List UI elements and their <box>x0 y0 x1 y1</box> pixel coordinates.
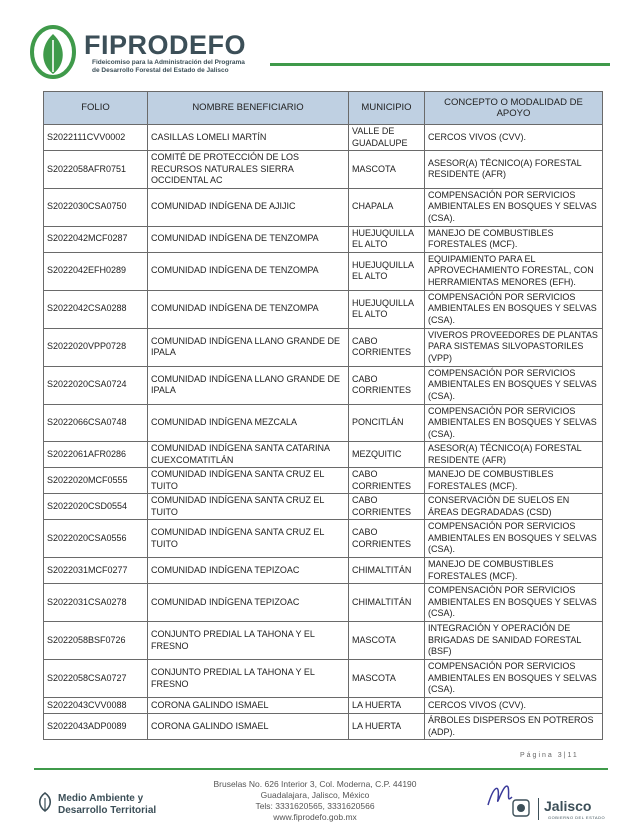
table-header-row <box>44 92 603 125</box>
cell-concepto: INTEGRACIÓN Y OPERACIÓN DE BRIGADAS DE SANIDAD FORESTAL (BSF) <box>425 622 603 660</box>
table-row <box>44 290 603 328</box>
table-row <box>44 151 603 189</box>
table-row <box>44 226 603 252</box>
table-row <box>44 520 603 558</box>
subtitle-line-2: de Desarrollo Forestal del Estado de Jalisco <box>92 67 229 74</box>
logo-separator <box>538 798 539 820</box>
cell-municipio: CABO CORRIENTES <box>349 494 425 520</box>
department-line-2: Desarrollo Territorial <box>58 805 157 816</box>
cell-municipio: PONCITLÁN <box>349 404 425 442</box>
table-row <box>44 558 603 584</box>
cell-municipio: LA HUERTA <box>349 698 425 714</box>
cell-municipio: CHAPALA <box>349 188 425 226</box>
cell-folio: S2022031MCF0277 <box>44 558 148 584</box>
cell-folio: S2022020CSA0724 <box>44 366 148 404</box>
cell-folio: S2022042EFH0289 <box>44 252 148 290</box>
cell-folio: S2022043ADP0089 <box>44 714 148 740</box>
cell-nombre: CORONA GALINDO ISMAEL <box>148 698 349 714</box>
cell-nombre: CASILLAS LOMELI MARTÍN <box>148 125 349 151</box>
cell-nombre: COMUNIDAD INDÍGENA LLANO GRANDE DE IPALA <box>148 366 349 404</box>
leaf-icon <box>36 792 54 812</box>
cell-concepto: COMPENSACIÓN POR SERVICIOS AMBIENTALES EN BOSQUES Y SELVAS (CSA). <box>425 188 603 226</box>
header-divider <box>270 63 610 66</box>
cell-concepto: COMPENSACIÓN POR SERVICIOS AMBIENTALES EN BOSQUES Y SELVAS (CSA). <box>425 660 603 698</box>
cell-nombre: COMUNIDAD INDÍGENA SANTA CRUZ EL TUITO <box>148 520 349 558</box>
cell-municipio: CHIMALTITÁN <box>349 584 425 622</box>
table-row <box>44 660 603 698</box>
cell-concepto: EQUIPAMIENTO PARA EL APROVECHAMIENTO FORESTAL, CON HERRAMIENTAS MENORES (EFH). <box>425 252 603 290</box>
cell-municipio: HUEJUQUILLA EL ALTO <box>349 252 425 290</box>
cell-municipio: MASCOTA <box>349 660 425 698</box>
col-header-municipio: MUNICIPIO <box>349 92 425 125</box>
department-line-1: Medio Ambiente y <box>58 793 144 804</box>
table-row <box>44 404 603 442</box>
cell-concepto: ASESOR(A) TÉCNICO(A) FORESTAL RESIDENTE (AFR) <box>425 442 603 468</box>
cell-folio: S2022020VPP0728 <box>44 328 148 366</box>
table-row <box>44 252 603 290</box>
cell-concepto: MANEJO DE COMBUSTIBLES FORESTALES (MCF). <box>425 468 603 494</box>
cell-nombre: CONJUNTO PREDIAL LA TAHONA Y EL FRESNO <box>148 622 349 660</box>
cell-concepto: COMPENSACIÓN POR SERVICIOS AMBIENTALES EN BOSQUES Y SELVAS (CSA). <box>425 290 603 328</box>
cell-nombre: COMUNIDAD INDÍGENA DE TENZOMPA <box>148 252 349 290</box>
cell-folio: S2022111CVV0002 <box>44 125 148 151</box>
contact-address <box>200 779 430 823</box>
cell-concepto: ÁRBOLES DISPERSOS EN POTREROS (ADP). <box>425 714 603 740</box>
cell-folio: S2022061AFR0286 <box>44 442 148 468</box>
cell-municipio: MASCOTA <box>349 622 425 660</box>
table-row <box>44 494 603 520</box>
website-link[interactable]: www.fiprodefo.gob.mx <box>273 812 357 822</box>
address-line: Guadalajara, Jalisco, México <box>260 790 370 800</box>
cell-municipio: HUEJUQUILLA EL ALTO <box>349 290 425 328</box>
cell-municipio: CABO CORRIENTES <box>349 366 425 404</box>
table-row <box>44 584 603 622</box>
table-row <box>44 698 603 714</box>
cell-folio: S2022043CVV0088 <box>44 698 148 714</box>
cell-concepto: COMPENSACIÓN POR SERVICIOS AMBIENTALES EN BOSQUES Y SELVAS (CSA). <box>425 366 603 404</box>
table-row <box>44 468 603 494</box>
address-line: Bruselas No. 626 Interior 3, Col. Moderna, C.P. 44190 <box>213 779 417 789</box>
cell-nombre: COMUNIDAD INDÍGENA TEPIZOAC <box>148 584 349 622</box>
cell-concepto: COMPENSACIÓN POR SERVICIOS AMBIENTALES EN BOSQUES Y SELVAS (CSA). <box>425 520 603 558</box>
cell-nombre: COMUNIDAD INDÍGENA DE TENZOMPA <box>148 226 349 252</box>
table-row <box>44 714 603 740</box>
page-number: Página 3|11 <box>520 752 579 759</box>
cell-concepto: COMPENSACIÓN POR SERVICIOS AMBIENTALES EN BOSQUES Y SELVAS (CSA). <box>425 584 603 622</box>
col-header-nombre: NOMBRE BENEFICIARIO <box>148 92 349 125</box>
cell-municipio: CABO CORRIENTES <box>349 328 425 366</box>
cell-nombre: COMUNIDAD INDÍGENA SANTA CRUZ EL TUITO <box>148 468 349 494</box>
table-row <box>44 328 603 366</box>
cell-nombre: COMUNIDAD INDÍGENA DE TENZOMPA <box>148 290 349 328</box>
brand-name: FIPRODEFO <box>84 30 247 60</box>
cell-municipio: CHIMALTITÁN <box>349 558 425 584</box>
cell-nombre: CONJUNTO PREDIAL LA TAHONA Y EL FRESNO <box>148 660 349 698</box>
col-header-concepto: CONCEPTO O MODALIDAD DE APOYO <box>425 92 603 125</box>
cell-nombre: COMUNIDAD INDÍGENA SANTA CATARINA CUEXCOMATITLÁN <box>148 442 349 468</box>
cell-concepto: MANEJO DE COMBUSTIBLES FORESTALES (MCF). <box>425 226 603 252</box>
cell-municipio: MASCOTA <box>349 151 425 189</box>
cell-municipio: VALLE DE GUADALUPE <box>349 125 425 151</box>
cell-concepto: COMPENSACIÓN POR SERVICIOS AMBIENTALES EN BOSQUES Y SELVAS (CSA). <box>425 404 603 442</box>
cell-municipio: LA HUERTA <box>349 714 425 740</box>
address-line: Tels: 3331620565, 3331620566 <box>255 801 375 811</box>
department-name <box>58 793 156 817</box>
cell-folio: S2022020CSA0556 <box>44 520 148 558</box>
cell-folio: S2022058AFR0751 <box>44 151 148 189</box>
cell-folio: S2022031CSA0278 <box>44 584 148 622</box>
subtitle-line-1: Fideicomiso para la Administración del Programa <box>92 59 245 66</box>
cell-nombre: COMUNIDAD INDÍGENA MEZCALA <box>148 404 349 442</box>
table-row <box>44 442 603 468</box>
jalisco-logo-text: Jalisco <box>544 798 592 814</box>
cell-folio: S2022042MCF0287 <box>44 226 148 252</box>
cell-folio: S2022042CSA0288 <box>44 290 148 328</box>
brand-subtitle <box>92 59 245 75</box>
cell-nombre: COMUNIDAD INDÍGENA DE AJIJIC <box>148 188 349 226</box>
cell-nombre: COMUNIDAD INDÍGENA TEPIZOAC <box>148 558 349 584</box>
cell-municipio: HUEJUQUILLA EL ALTO <box>349 226 425 252</box>
table-row <box>44 125 603 151</box>
fiprodefo-logo-icon <box>28 24 78 80</box>
cell-nombre: COMUNIDAD INDÍGENA SANTA CRUZ EL TUITO <box>148 494 349 520</box>
cell-concepto: CERCOS VIVOS (CVV). <box>425 698 603 714</box>
footer-divider <box>34 768 608 770</box>
cell-folio: S2022030CSA0750 <box>44 188 148 226</box>
cell-concepto: CONSERVACIÓN DE SUELOS EN ÁREAS DEGRADADAS (CSD) <box>425 494 603 520</box>
col-header-folio: FOLIO <box>44 92 148 125</box>
cell-folio: S2022058CSA0727 <box>44 660 148 698</box>
cell-concepto: ASESOR(A) TÉCNICO(A) FORESTAL RESIDENTE (AFR) <box>425 151 603 189</box>
cell-nombre: COMITÉ DE PROTECCIÓN DE LOS RECURSOS NATURALES SIERRA OCCIDENTAL AC <box>148 151 349 189</box>
cell-nombre: CORONA GALINDO ISMAEL <box>148 714 349 740</box>
cell-municipio: CABO CORRIENTES <box>349 520 425 558</box>
cell-concepto: MANEJO DE COMBUSTIBLES FORESTALES (MCF). <box>425 558 603 584</box>
cell-municipio: MEZQUITIC <box>349 442 425 468</box>
table-row <box>44 188 603 226</box>
cell-folio: S2022020CSD0554 <box>44 494 148 520</box>
cell-concepto: CERCOS VIVOS (CVV). <box>425 125 603 151</box>
jalisco-logo-subtext: GOBIERNO DEL ESTADO <box>548 815 606 820</box>
beneficiaries-table <box>43 91 603 740</box>
cell-concepto: VIVEROS PROVEEDORES DE PLANTAS PARA SISTEMAS SILVOPASTORILES (VPP) <box>425 328 603 366</box>
table-row <box>44 622 603 660</box>
state-seal-icon <box>510 797 532 819</box>
cell-nombre: COMUNIDAD INDÍGENA LLANO GRANDE DE IPALA <box>148 328 349 366</box>
table-row <box>44 366 603 404</box>
cell-folio: S2022066CSA0748 <box>44 404 148 442</box>
cell-municipio: CABO CORRIENTES <box>349 468 425 494</box>
cell-folio: S2022058BSF0726 <box>44 622 148 660</box>
cell-folio: S2022020MCF0555 <box>44 468 148 494</box>
